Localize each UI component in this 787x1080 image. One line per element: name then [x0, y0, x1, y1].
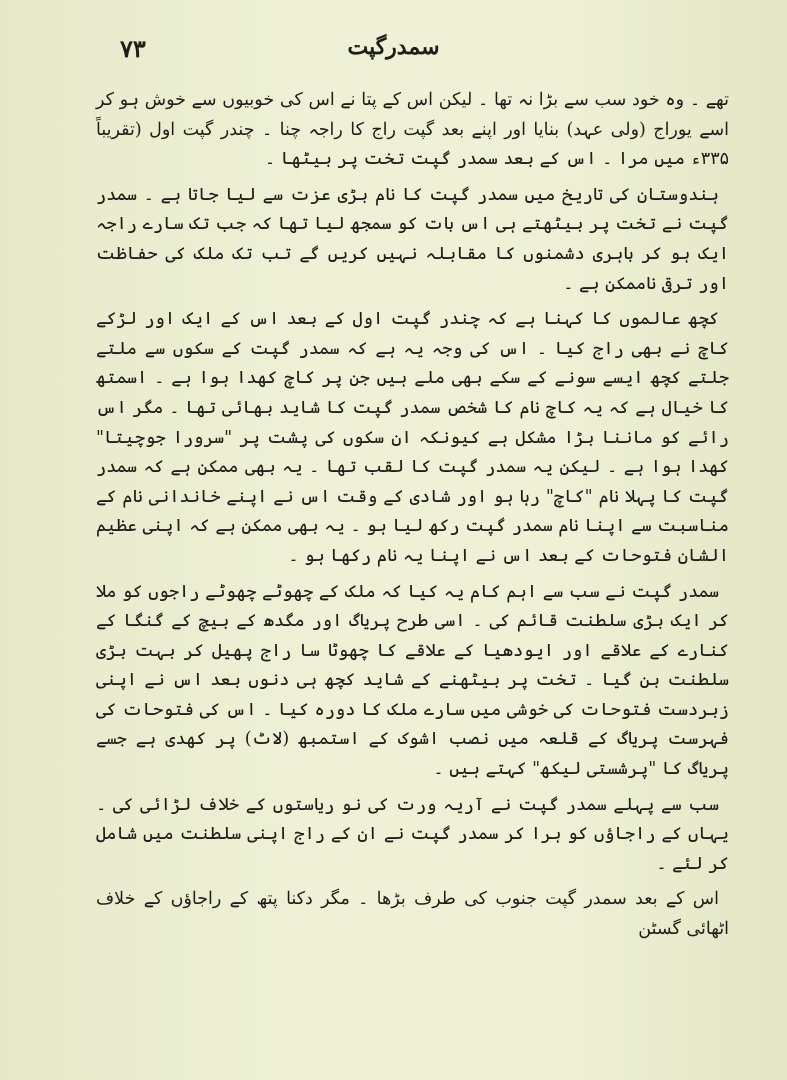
paragraph-6: اس کے بعد سمدر گپت جنوب کی طرف بڑھا ۔ مگر دکنا پتھ کے راجاؤں کے خلاف اٹھائی گسٹن	[96, 889, 729, 940]
body-text	[96, 86, 729, 1040]
page-number: ٧٣	[120, 34, 146, 63]
paragraph-4: سمدر گپت نے سب سے اہم کام یہ کیا کہ ملک کے چھوٹے چھوٹے راجوں کو ملا کر ایک بڑی سلطنت قائم کی ۔ اسی طرح پریاگ اور مگدھ کے بیچ کے گنگا کے کنارے کے علاقے اور ایودھیا کے علاقے کا چھوٹا سا راج پھیل کر بہت بڑی سلطنت بن گیا ۔ تخت پر بیٹھنے کے شاید کچھ ہی دنوں بعد اس نے اپنی زبردست فتوحات کی خوشی میں سارے ملک کا دورہ کیا ۔ اس کی فتوحات کی فہرست پریاگ کے قلعہ میں نصب اشوک کے استمبھ (لاٹ) پر کھدی ہے جسے پریاگ کا "پرشستی لیکھ" کہتے ہیں ۔	[96, 581, 729, 780]
running-title: سمدرگپت	[347, 34, 440, 60]
paragraph-3: کچھ عالموں کا کہنا ہے کہ چندر گپت اول کے بعد اس کے ایک اور لڑکے کاچ نے بھی راج کیا ۔ اس کی وجہ یہ ہے کہ سمدر گپت کے سکوں سے ملتے جلتے کچھ ایسے سونے کے سکے بھی ملے ہیں جن پر کاچ کھدا ہوا ہے ۔ اسمتھ کا خیال ہے کہ یہ کاچ نام کا شخص سمدر گپت کا شاید بھائی تھا ۔ مگر اس رائے کو ماننا بڑا مشکل ہے کیونکہ ان سکوں کی پشت پر "سرورا جوچیتا" کھدا ہوا ہے ۔ لیکن یہ سمدر گپت کا لقب تھا ۔ یہ بھی ممکن ہے کہ سمدر گپت کا پہلا نام "کاچ" رہا ہو اور شادی کے وقت اس نے اپنے خاندانی نام کے مناسبت سے اپنا نام سمدر گپت رکھ لیا ہو ۔ یہ بھی ممکن ہے کہ اپنی عظیم الشان فتوحات کے بعد اس نے اپنا یہ نام رکھا ہو ۔	[96, 309, 729, 566]
paragraph-1: تھے ۔ وہ خود سب سے بڑا نہ تھا ۔ لیکن اس کے پتا نے اس کی خوبیوں سے خوش ہو کر اسے یوراج (ولی عہد) بنایا اور اپنے بعد گپت راج کا راجہ چنا ۔ چندر گپت اول (تقریباً ۳۳۵ء میں مرا ۔ اس کے بعد سمدر گپت تخت پر بیٹھا ۔	[96, 90, 729, 170]
paragraph-5: سب سے پہلے سمدر گپت نے آریہ ورت کی نو ریاستوں کے خلاف لڑائی کی ۔ یہاں کے راجاؤں کو ہرا کر سمدر گپت نے ان کے راج اپنی سلطنت میں شامل کر لئے ۔	[96, 794, 729, 874]
paragraph-2: ہندوستان کی تاریخ میں سمدر گپت کا نام بڑی عزت سے لیا جاتا ہے ۔ سمدر گپت نے تخت پر بیٹھتے ہی اس بات کو سمجھ لیا تھا کہ جب تک سارے راجہ ایک ہو کر باہری دشمنوں کا مقابلہ نہیں کریں گے تب تک ملک کی حفاظت اور ترقی ناممکن ہے ۔	[96, 184, 729, 294]
